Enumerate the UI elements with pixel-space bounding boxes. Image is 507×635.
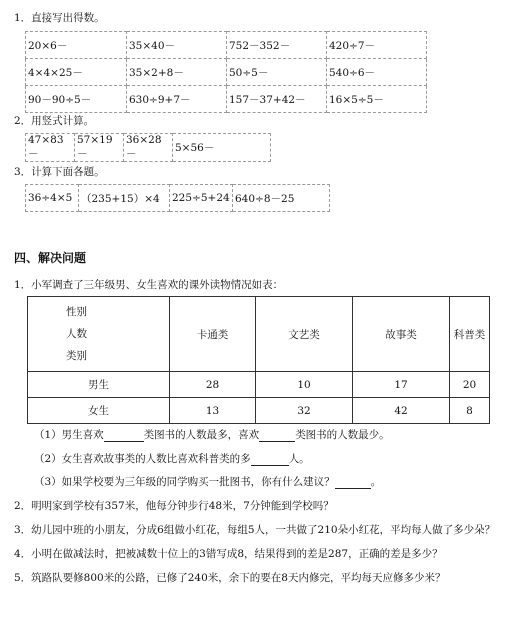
problem-2: 2．明明家到学校有357米，他每分钟步行48米，7分钟能到学校吗？ — [14, 500, 334, 512]
table-cell: 10 — [256, 372, 353, 398]
q3-cell: 36÷4×5 — [26, 185, 79, 212]
diag-label-count: 人数 — [66, 328, 87, 340]
q2-cell: 5×56－ — [173, 134, 271, 162]
row-label: 男生 — [28, 372, 170, 398]
q1-table — [25, 31, 427, 113]
q1-cell: 50÷5－ — [227, 59, 327, 86]
sub3-text-a: （3）如果学校要为三年级的同学购买一批图书，你有什么建议？ — [34, 476, 335, 488]
row-label: 女生 — [28, 398, 170, 424]
q2-title: 2．用竖式计算。 — [14, 115, 95, 127]
table-row — [26, 134, 271, 162]
table-cell: 20 — [450, 372, 490, 398]
q1-cell: 630÷9+7－ — [127, 86, 227, 113]
sub-question-3 — [34, 474, 381, 489]
q2-cell: 36×28－ — [124, 134, 173, 162]
sub2-text-b: 人。 — [288, 453, 310, 465]
answer-blank[interactable] — [104, 430, 144, 442]
q1-cell: 35×2+8－ — [127, 59, 227, 86]
table-cell: 32 — [256, 398, 353, 424]
table-row — [26, 59, 427, 86]
table-row — [26, 86, 427, 113]
q1-title: 1．直接写出得数。 — [14, 12, 105, 24]
table-cell: 17 — [353, 372, 450, 398]
answer-blank[interactable] — [259, 430, 295, 442]
problem-3: 3．幼儿园中班的小朋友，分成6组做小红花，每组5人，一共做了210朵小红花，平均每人做了多少朵？ — [14, 524, 496, 536]
sub-question-2 — [34, 451, 310, 466]
column-header: 文艺类 — [256, 297, 353, 372]
sub-question-1 — [34, 427, 390, 442]
table-row — [28, 372, 490, 398]
q1-cell: 752－352－ — [227, 32, 327, 59]
q3-cell: 640÷8－25 — [233, 185, 330, 212]
q1-cell: 90－90÷5－ — [26, 86, 127, 113]
q1-cell: 157－37+42－ — [227, 86, 327, 113]
answer-blank[interactable] — [251, 454, 289, 466]
q2-cell: 47×83－ — [26, 134, 75, 162]
answer-blank[interactable] — [335, 477, 371, 489]
q3-table — [25, 184, 330, 212]
column-header: 卡通类 — [170, 297, 256, 372]
q1-cell: 16×5÷5－ — [327, 86, 427, 113]
diagonal-header-cell — [28, 297, 170, 372]
q3-cell: （235+15）×4 — [79, 185, 170, 212]
q1-cell: 4×4×25－ — [26, 59, 127, 86]
diag-label-category: 类别 — [66, 350, 87, 362]
q3-cell: 225÷5+24 — [170, 185, 233, 212]
q1-cell: 420÷7－ — [327, 32, 427, 59]
q1-cell: 540÷6－ — [327, 59, 427, 86]
column-header: 科普类 — [450, 297, 490, 372]
problem-1-text: 1．小军调查了三年级男、女生喜欢的课外读物情况如表： — [14, 279, 284, 291]
table-cell: 8 — [450, 398, 490, 424]
survey-table — [27, 296, 490, 424]
section-heading: 四、解决问题 — [14, 251, 87, 265]
table-header-row — [28, 297, 490, 372]
sub1-text-b: 类图书的人数最多，喜欢 — [143, 429, 260, 441]
table-cell: 13 — [170, 398, 256, 424]
sub1-text-c: 类图书的人数最少。 — [295, 429, 390, 441]
problem-4: 4．小明在做减法时，把被减数十位上的3错写成8，结果得到的差是287，正确的差是多少？ — [14, 548, 443, 560]
sub1-text-a: （1）男生喜欢 — [34, 429, 104, 441]
q1-cell: 20×6－ — [26, 32, 127, 59]
sub3-text-b: 。 — [370, 476, 382, 488]
q1-cell: 35×40－ — [127, 32, 227, 59]
table-row — [28, 398, 490, 424]
diag-label-gender: 性别 — [66, 306, 87, 318]
problem-5: 5．筑路队要修800米的公路，已修了240米，余下的要在8天内修完，平均每天应修多少米？ — [14, 572, 446, 584]
table-row — [26, 32, 427, 59]
q3-title: 3．计算下面各题。 — [14, 166, 105, 178]
column-header: 故事类 — [353, 297, 450, 372]
table-row — [26, 185, 330, 212]
sub2-text-a: （2）女生喜欢故事类的人数比喜欢科普类的多 — [34, 453, 251, 465]
table-cell: 42 — [353, 398, 450, 424]
q2-cell: 57×19－ — [75, 134, 124, 162]
table-cell: 28 — [170, 372, 256, 398]
q2-table — [25, 133, 271, 162]
